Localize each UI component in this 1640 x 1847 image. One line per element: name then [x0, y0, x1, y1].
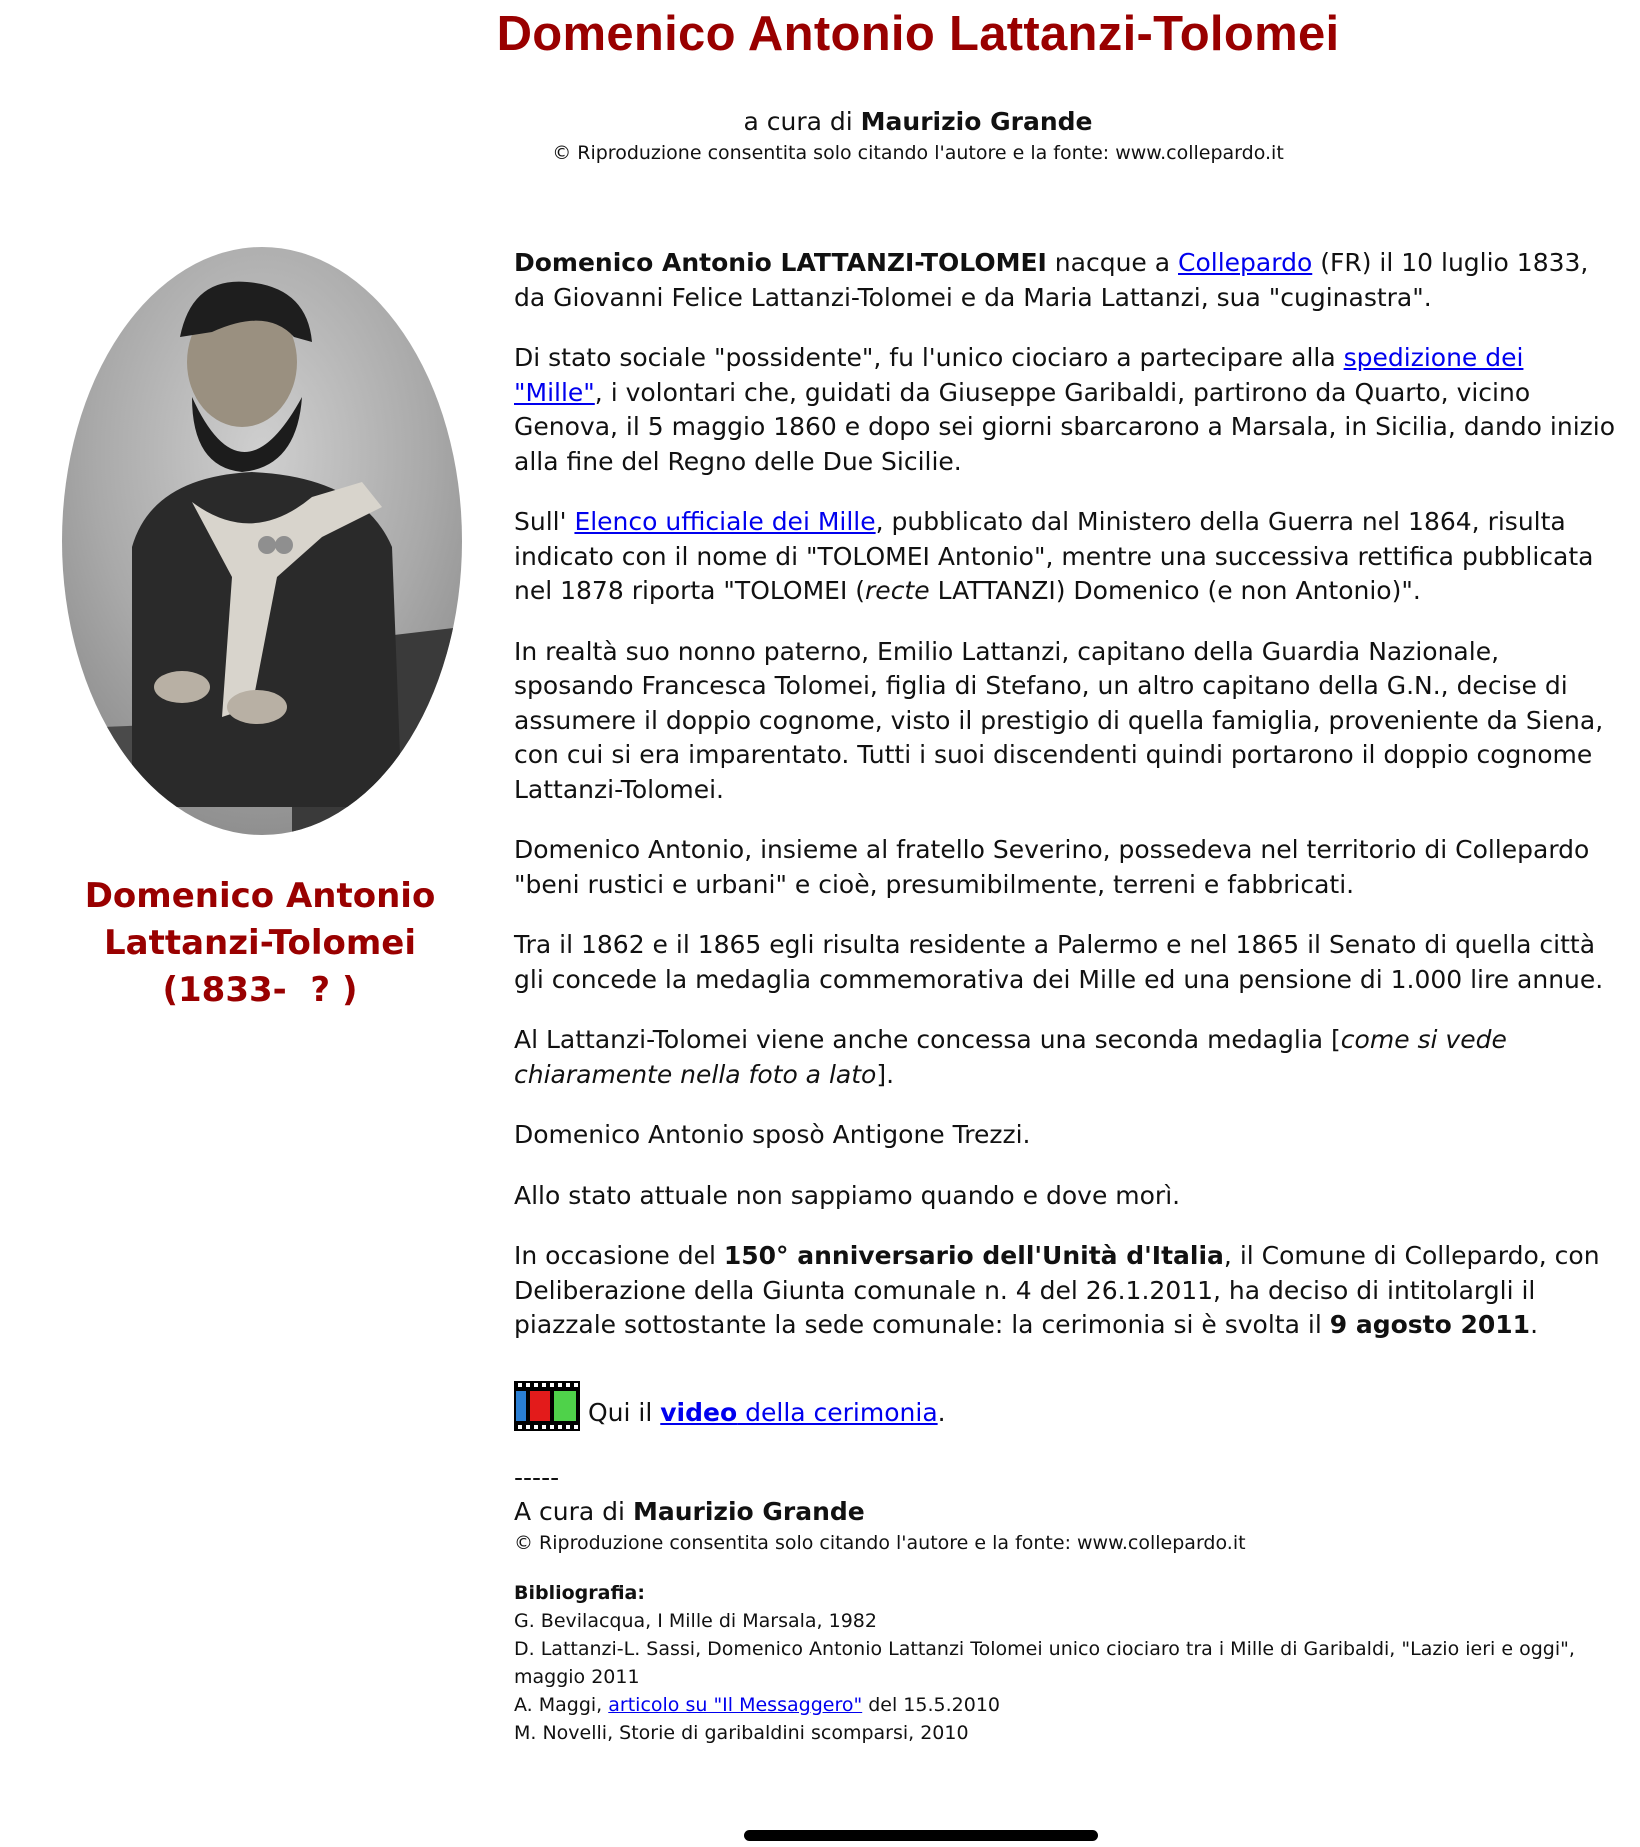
- bibliography-item: G. Bevilacqua, I Mille di Marsala, 1982: [514, 1610, 877, 1632]
- portrait-caption: [40, 873, 480, 1014]
- curator-credit: [0, 107, 1640, 136]
- bibliography-title: Bibliografia:: [514, 1582, 645, 1604]
- text: nacque a: [1046, 248, 1179, 277]
- paragraph-property: Domenico Antonio, insieme al fratello Severino, possedeva nel territorio di Collepardo "beni rustici e urbani" e cioè, presumibilmente, terreni e fabbricati.: [514, 835, 1590, 899]
- bold-text: 9 agosto 2011: [1329, 1310, 1531, 1339]
- text: LATTANZI) Domenico (e non Antonio)".: [929, 576, 1421, 605]
- caption-line-1: Domenico Antonio: [84, 876, 436, 916]
- footer-curator: [514, 1495, 1620, 1529]
- bibliography: [514, 1579, 1620, 1747]
- spedizione-mille-link[interactable]: spedizione dei "Mille": [514, 343, 1524, 407]
- bibliography-item: [514, 1691, 1620, 1719]
- paragraph-marriage: Domenico Antonio sposò Antigone Trezzi.: [514, 1120, 1031, 1149]
- video-link-bold: video: [660, 1398, 738, 1427]
- video-row: [514, 1381, 1620, 1431]
- paragraph-palermo: Tra il 1862 e il 1865 egli risulta residente a Palermo e nel 1865 il Senato di quella città gli concede la medaglia commemorativa dei Mille ed una pensione di 1.000 lire annue.: [514, 930, 1604, 994]
- footer-copyright: © Riproduzione consentita solo citando l'autore e la fonte: www.collepardo.it: [514, 1532, 1246, 1554]
- video-line: [588, 1396, 946, 1431]
- video-link-rest: della cerimonia: [737, 1398, 938, 1427]
- paragraph-elenco: [514, 505, 1620, 609]
- paragraph-anniversary: [514, 1239, 1620, 1343]
- curator-prefix: a cura di: [743, 107, 853, 136]
- portrait-photo: [62, 247, 462, 835]
- footer-curator-name: Maurizio Grande: [632, 1497, 865, 1526]
- text: Al Lattanzi-Tolomei viene anche concessa una seconda medaglia [: [514, 1025, 1341, 1054]
- bibliography-item: M. Novelli, Storie di garibaldini scomparsi, 2010: [514, 1722, 969, 1744]
- paragraph-death: Allo stato attuale non sappiamo quando e dove morì.: [514, 1180, 1181, 1210]
- text: , i volontari che, guidati da Giuseppe Garibaldi, partirono da Quarto, vicino Genova, il 5 maggio 1860 e dopo sei giorni sbarcarono a Marsala, in Sicilia, dando inizio alla fine del Regno delle Due Sicilie.: [514, 377, 1616, 476]
- text: Di stato sociale "possidente", fu l'unico ciociaro a partecipare alla: [514, 343, 1344, 372]
- text: (FR) il 10 luglio 1833, da Giovanni Felice Lattanzi-Tolomei e da Maria Lattanzi, sua "cuginastra".: [514, 248, 1589, 312]
- subject-name: Domenico Antonio LATTANZI-TOLOMEI: [514, 248, 1047, 277]
- paragraph-mille: [514, 341, 1620, 479]
- text: Sull': [514, 507, 575, 536]
- separator: -----: [514, 1462, 560, 1492]
- bold-text: 150° anniversario dell'Unità d'Italia: [723, 1241, 1224, 1270]
- italic-text: come si vede chiaramente nella foto a lato: [514, 1025, 1507, 1089]
- italic-text: recte: [865, 576, 930, 605]
- page-title: Domenico Antonio Lattanzi-Tolomei: [496, 7, 1340, 61]
- elenco-ufficiale-link[interactable]: Elenco ufficiale dei Mille: [574, 507, 876, 536]
- text: , pubblicato dal Ministero della Guerra nel 1864, risulta indicato con il nome di "TOLOMEI Antonio", mentre una successiva rettifica pubblicata nel 1878 riporta "TOLOMEI (: [514, 507, 1594, 605]
- text: , il Comune di Collepardo, con Deliberazione della Giunta comunale n. 4 del 26.1.2011, ha deciso di intitolargli il piazzale sottostante la sede comunale: la cerimonia si è svolta il: [514, 1241, 1600, 1339]
- text: In occasione del: [514, 1241, 724, 1270]
- copyright-notice: © Riproduzione consentita solo citando l'autore e la fonte: www.collepardo.it: [552, 142, 1284, 164]
- paragraph-medal: [514, 1023, 1620, 1092]
- text: A. Maggi,: [514, 1694, 609, 1716]
- bibliography-item: D. Lattanzi-L. Sassi, Domenico Antonio Lattanzi Tolomei unico ciociaro tra i Mille di Garibaldi, "Lazio ieri e oggi", maggio 2011: [514, 1638, 1575, 1688]
- text: .: [937, 1398, 946, 1427]
- messaggero-article-link[interactable]: articolo su "Il Messaggero": [608, 1694, 863, 1716]
- curator-name: Maurizio Grande: [860, 107, 1093, 136]
- paragraph-surname: In realtà suo nonno paterno, Emilio Lattanzi, capitano della Guardia Nazionale, sposando Francesca Tolomei, figlia di Stefano, un altro capitano della G.N., decise di assumere il doppio cognome, visto il prestigio di quella famiglia, proveniente da Siena, con cui si era imparentato. Tutti i suoi discendenti quindi portarono il doppio cognome Lattanzi-Tolomei.: [514, 636, 1604, 804]
- text: .: [1530, 1310, 1539, 1339]
- paragraph-birth: [514, 246, 1620, 315]
- text: ].: [876, 1059, 895, 1089]
- collepardo-link[interactable]: Collepardo: [1178, 248, 1313, 277]
- caption-line-3: (1833- ? ): [162, 970, 358, 1010]
- text: A cura di: [514, 1497, 633, 1526]
- film-strip-icon[interactable]: [514, 1381, 580, 1431]
- text: Qui il: [588, 1398, 661, 1427]
- video-link[interactable]: [660, 1398, 937, 1427]
- caption-line-2: Lattanzi-Tolomei: [103, 923, 416, 963]
- article-body: [514, 246, 1620, 1747]
- text: del 15.5.2010: [862, 1694, 1001, 1716]
- home-indicator[interactable]: [744, 1830, 1098, 1841]
